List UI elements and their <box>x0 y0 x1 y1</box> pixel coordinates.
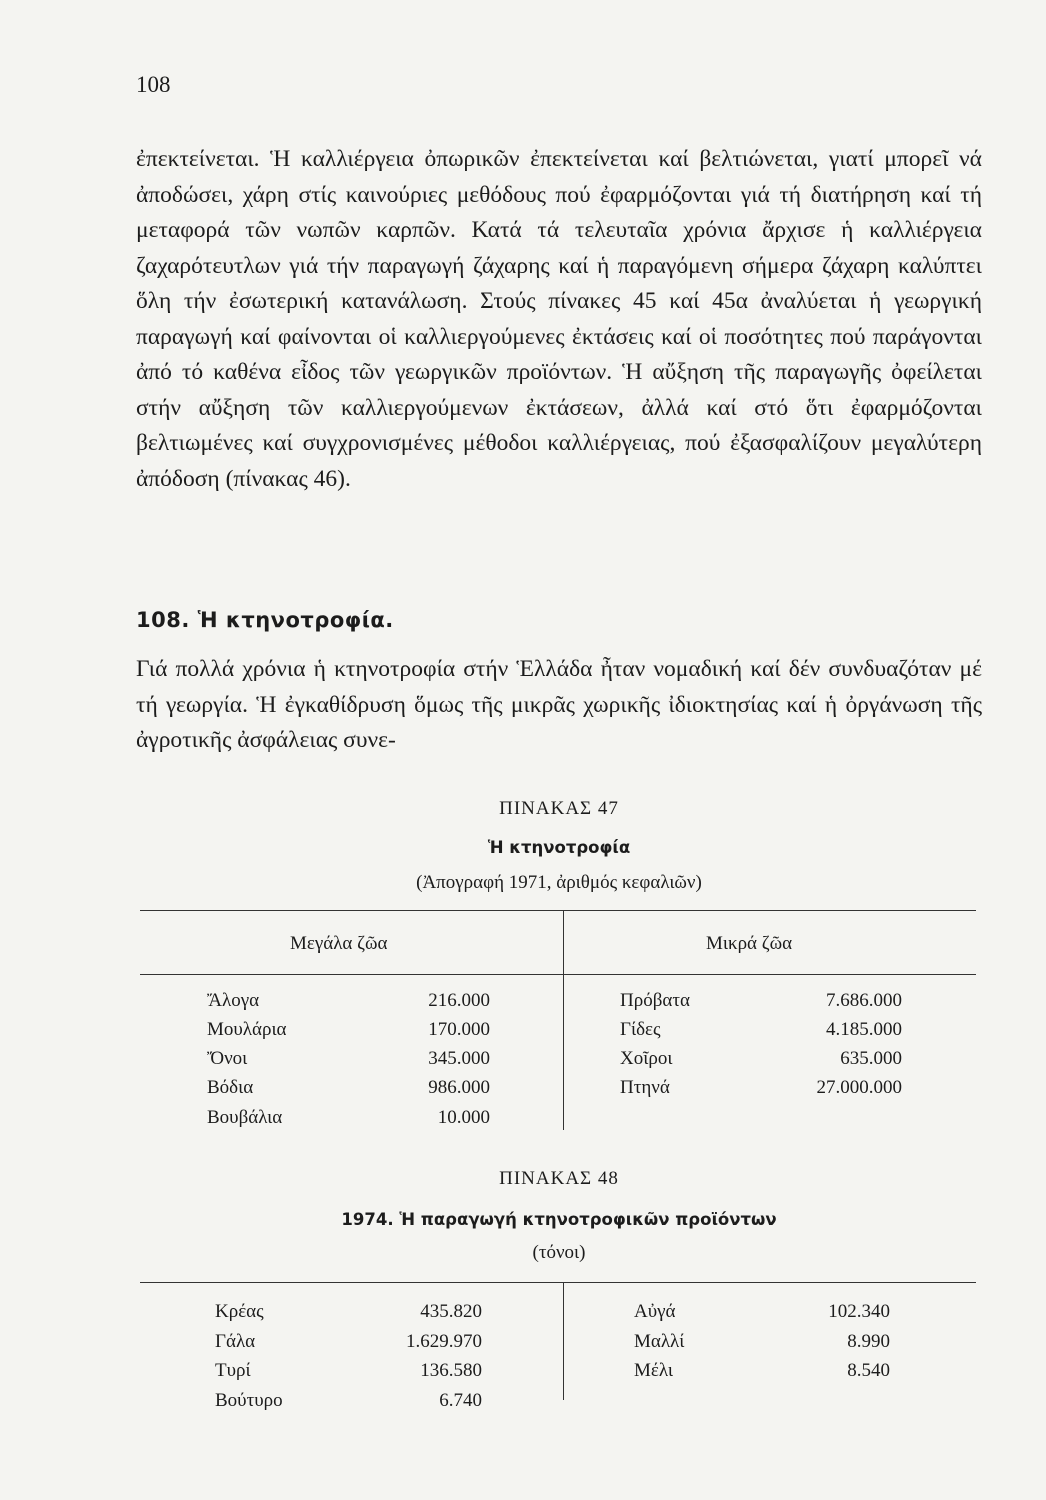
table-48-top-rule <box>140 1282 976 1283</box>
table-row-label: Μέλι <box>634 1360 673 1381</box>
table-row-label: Πρόβατα <box>620 990 690 1011</box>
body-paragraph-livestock: Γιά πολλά χρόνια ἡ κτηνοτροφία στήν Ἑλλάδα ἦταν νομαδική καί δέν συνδυαζόταν μέ τή γεωργία. Ἡ ἐγκαθίδρυση ὅμως τῆς μικρᾶς χωρικῆς ἰδιοκτησίας καί ἡ ὀργάνωση τῆς ἀγροτικῆς ἀσφάλειας συνε- <box>136 656 982 753</box>
table-row-label: Ἄλογα <box>207 990 260 1011</box>
table-row-value: 4.185.000 <box>826 1019 902 1040</box>
table-row-value: 8.540 <box>847 1360 890 1381</box>
table-row-label: Τυρί <box>215 1360 251 1381</box>
table-row-value: 216.000 <box>428 990 490 1011</box>
table-row-value: 10.000 <box>437 1107 490 1128</box>
table-row-label: Γίδες <box>620 1019 661 1040</box>
page-number: 108 <box>136 72 171 97</box>
table-row-label: Βουβάλια <box>207 1107 283 1128</box>
table-row-label: Πτηνά <box>620 1077 670 1098</box>
table-row-label: Βόδια <box>207 1077 254 1098</box>
table-row-value: 102.340 <box>828 1301 890 1322</box>
table-row-value: 170.000 <box>428 1019 490 1040</box>
table-row-label: Χοῖροι <box>620 1048 673 1069</box>
table-48-subtitle: (τόνοι) <box>532 1242 586 1263</box>
table-row-value: 6.740 <box>439 1390 482 1411</box>
table-row-label: Ὄνοι <box>207 1048 248 1069</box>
table-47-top-rule <box>140 910 976 911</box>
table-row-label: Βούτυρο <box>215 1390 283 1411</box>
table-row-label: Μαλλί <box>634 1331 685 1352</box>
table-48-column-divider <box>563 1282 564 1400</box>
table-row-value: 435.820 <box>420 1301 482 1322</box>
table-row-label: Μουλάρια <box>207 1019 287 1040</box>
table-47-subtitle: (Ἀπογραφή 1971, ἀριθμός κεφαλιῶν) <box>416 872 702 893</box>
table-row-value: 7.686.000 <box>826 990 902 1011</box>
table-row-label: Αὐγά <box>634 1301 676 1322</box>
table-47-title: Ἡ κτηνοτροφία <box>487 838 631 857</box>
table-48-label: ΠΙΝΑΚΑΣ 48 <box>499 1168 619 1189</box>
table-row-value: 27.000.000 <box>816 1077 902 1098</box>
table-48-title: 1974. Ἡ παραγωγή κτηνοτροφικῶν προϊόντων <box>341 1210 777 1229</box>
table-row-value: 136.580 <box>420 1360 482 1381</box>
section-heading-livestock: 108. Ἡ κτηνοτροφία. <box>136 608 394 632</box>
table-47-right-header: Μικρά ζῶα <box>706 933 793 954</box>
table-47-label: ΠΙΝΑΚΑΣ 47 <box>499 798 619 819</box>
table-row-label: Γάλα <box>215 1331 256 1352</box>
table-row-value: 8.990 <box>847 1331 890 1352</box>
table-row-value: 345.000 <box>428 1048 490 1069</box>
body-paragraph-agriculture: ἐπεκτείνεται. Ἡ καλλιέργεια ὀπωρικῶν ἐπεκτείνεται καί βελτιώνεται, γιατί μπορεῖ νά ἀποδώσει, χάρη στίς καινούριες μεθόδους πού ἐφαρμόζονται γιά τή διατήρηση καί τή μεταφορά τῶν νωπῶν καρπῶν. Κατά τά τελευταῖα χρόνια ἄρχισε ἡ καλλιέργεια ζαχαρότευτλων γιά τήν παραγωγή ζάχαρης καί ἡ παραγόμενη σήμερα ζάχαρη καλύπτει ὅλη τήν ἐσωτερική κατανάλωση. Στούς πίνακες 45 καί 45α ἀναλύεται ἡ γεωργική παραγωγή καί φαίνονται οἱ καλλιεργούμενες ἐκτάσεις καί οἱ ποσότητες πού παράγονται ἀπό τό καθένα εἶδος τῶν γεωργικῶν προϊόντων. Ἡ αὔξηση τῆς παραγωγῆς ὀφείλεται στήν αὔξηση τῶν καλλιεργούμενων ἐκτάσεων, ἀλλά καί στό ὅτι ἐφαρμόζονται βελτιωμένες καί συγχρονισμένες μέθοδοι καλλιέργειας, πού ἐξασφαλίζουν μεγαλύτερη ἀπόδοση (πίνακας 46). <box>136 146 982 492</box>
table-47-left-header: Μεγάλα ζῶα <box>290 933 388 954</box>
table-47-header-rule <box>140 974 976 975</box>
table-row-value: 635.000 <box>840 1048 902 1069</box>
table-row-value: 986.000 <box>428 1077 490 1098</box>
table-row-label: Κρέας <box>215 1301 264 1322</box>
table-47-column-divider <box>563 910 564 1130</box>
table-row-value: 1.629.970 <box>406 1331 482 1352</box>
